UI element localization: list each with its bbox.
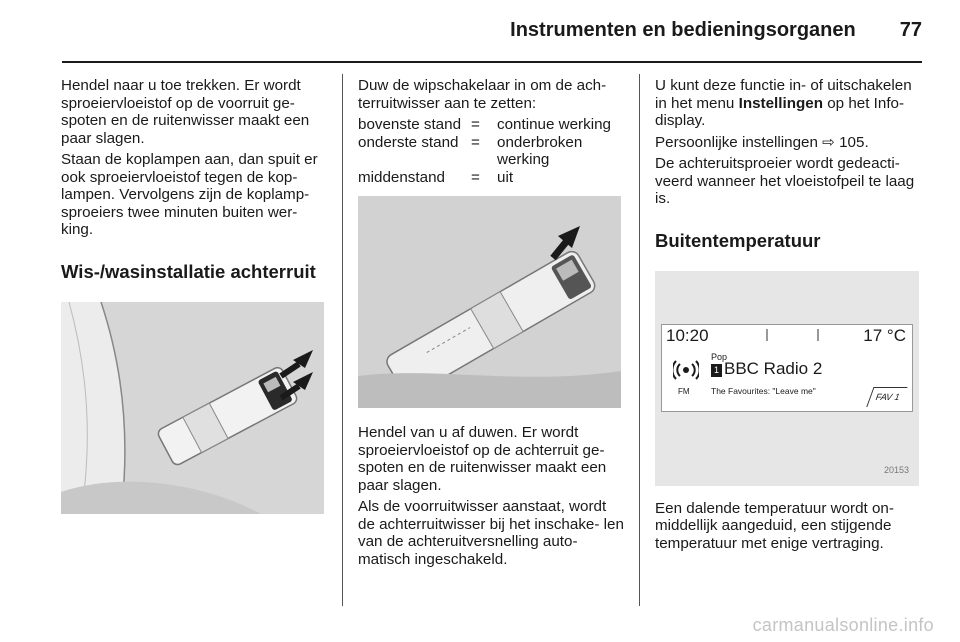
setting-equals: = bbox=[471, 116, 480, 133]
display-separator bbox=[817, 329, 819, 341]
setting-value: uit bbox=[497, 168, 514, 186]
display-separator bbox=[766, 329, 768, 341]
header-rule bbox=[62, 61, 922, 63]
paragraph: Duw de wipschakelaar in om de ach- terruitwisser aan te zetten: bbox=[358, 77, 607, 112]
info-display-screen bbox=[661, 324, 913, 412]
paragraph: Staan de koplampen aan, dan spuit er ook sproeiervloeistof tegen de kop- lampen. Vervolgens zijn de koplamp- sproeiers twee minuten buiten wer- king. bbox=[61, 151, 318, 238]
washer-lever-illustration bbox=[358, 196, 621, 408]
paragraph: Hendel van u af duwen. Er wordt sproeiervloeistof op de achterruit ge- spoten en de ruitenwisser maakt een paar slagen. bbox=[358, 424, 607, 494]
paragraph: Persoonlijke instellingen ⇨ 105. bbox=[655, 133, 869, 151]
table-row bbox=[358, 169, 624, 187]
setting-value: onderbroken werking bbox=[497, 133, 583, 168]
setting-key: middenstand bbox=[358, 168, 445, 186]
paragraph: Hendel naar u toe trekken. Er wordt sproeiervloeistof op de voorruit ge- spoten en de ruitenwisser maakt een paar slagen. bbox=[61, 77, 310, 147]
setting-key: bovenste stand bbox=[358, 116, 462, 133]
info-display-image bbox=[655, 271, 919, 486]
page-header bbox=[62, 12, 922, 48]
column-divider-1 bbox=[342, 74, 343, 606]
display-station: BBC Radio 2 bbox=[724, 358, 823, 378]
text-run: op het Info- display. bbox=[655, 94, 905, 129]
rear-wiper-lever-image bbox=[61, 302, 324, 514]
display-radiotext: The Favourites: "Leave me" bbox=[711, 385, 816, 396]
section-title: Instrumenten en bedieningsorganen bbox=[510, 18, 856, 41]
steering-wheel-lever-illustration bbox=[61, 302, 324, 514]
column-2 bbox=[358, 77, 624, 572]
radio-signal-icon bbox=[673, 357, 699, 383]
paragraph bbox=[655, 77, 923, 130]
paragraph: Een dalende temperatuur wordt on- middellijk aangeduid, een stijgende temperatuur met enige vertraging. bbox=[655, 499, 894, 552]
watermark: carmanualsonline.info bbox=[752, 615, 934, 635]
setting-key: onderste stand bbox=[358, 133, 459, 151]
display-time: 10:20 bbox=[666, 325, 709, 345]
setting-value: continue werking bbox=[497, 116, 611, 133]
column-1 bbox=[61, 77, 327, 514]
setting-equals: = bbox=[471, 133, 480, 151]
column-3 bbox=[655, 77, 923, 556]
display-preset: 1 bbox=[711, 364, 722, 377]
page-number: 77 bbox=[899, 18, 922, 41]
paragraph: De achteruitsproeier wordt gedeacti- veerd wanneer het vloeistofpeil te laag is. bbox=[655, 155, 915, 207]
table-row bbox=[358, 116, 624, 134]
section-heading: Buitentemperatuur bbox=[655, 229, 821, 251]
washer-lever-image bbox=[358, 196, 621, 408]
display-band: FM bbox=[678, 386, 690, 396]
figure-id: 20153 bbox=[883, 465, 909, 475]
display-favourite: FAV 1 bbox=[867, 387, 908, 407]
section-heading: Wis-/wasinstallatie achterruit bbox=[61, 260, 316, 282]
display-temperature: 17 °C bbox=[863, 325, 906, 345]
display-genre: Pop bbox=[711, 351, 728, 362]
menu-name-instellingen: Instellingen bbox=[738, 94, 823, 112]
column-divider-2 bbox=[639, 74, 640, 606]
paragraph: Als de voorruitwisser aanstaat, wordt de achterruitwisser bij het inschake- len van de achteruitversnelling auto- matisch ingeschakeld. bbox=[358, 498, 624, 568]
switch-settings-table bbox=[358, 116, 624, 186]
table-row bbox=[358, 134, 624, 169]
setting-equals: = bbox=[471, 168, 480, 186]
text-run: U kunt deze functie in- of uitschakelen in het menu bbox=[655, 77, 912, 112]
